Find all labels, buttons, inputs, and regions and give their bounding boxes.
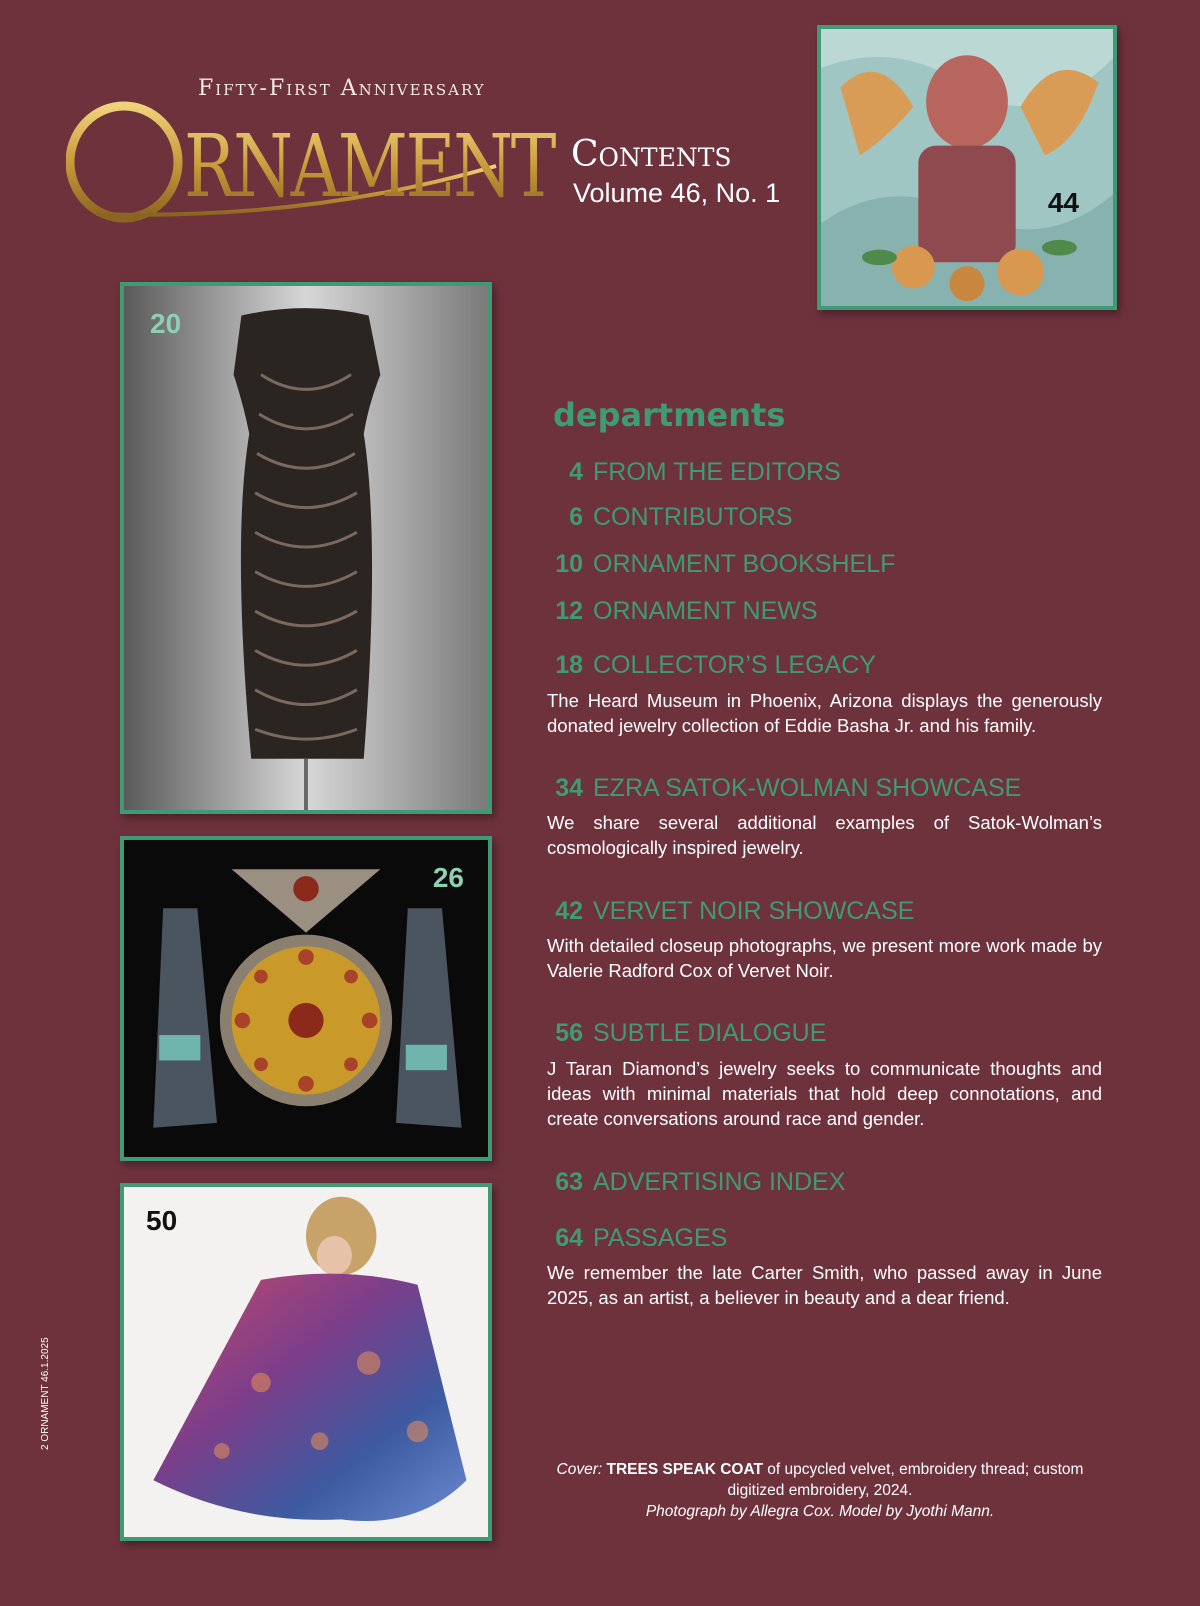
toc-entry-subtle-dialogue[interactable] — [547, 1019, 826, 1048]
ornament-logo — [66, 96, 566, 226]
toc-entry-title: ORNAMENT BOOKSHELF — [593, 550, 896, 578]
toc-page-number: 42 — [555, 897, 583, 925]
leather-dress-image — [124, 286, 488, 810]
toc-page-number: 63 — [555, 1168, 583, 1196]
photo-page-number: 44 — [1047, 187, 1079, 218]
toc-page-number: 34 — [555, 774, 583, 802]
ornament-logo-mark — [66, 96, 566, 226]
cover-caption — [535, 1459, 1105, 1522]
toc-entry-collectors-legacy[interactable] — [547, 651, 876, 680]
toc-entry-from-the-editors[interactable] — [547, 458, 841, 487]
toc-entry-description: With detailed closeup photographs, we present more work made by Valerie Radford Cox of Vervet Noir. — [547, 935, 1102, 981]
toc-entry-description: We remember the late Carter Smith, who passed away in June 2025, as an artist, a believer in beauty and a dear friend. — [547, 1262, 1102, 1308]
cover-artwork-details: of upcycled velvet, embroidery thread; custom digitized embroidery, 2024. — [727, 1461, 1084, 1499]
toc-entry-description: The Heard Museum in Phoenix, Arizona displays the generously donated jewelry collection of Eddie Basha Jr. and his family. — [547, 690, 1102, 736]
photo-page-number: 50 — [146, 1205, 178, 1236]
toc-page-number: 4 — [569, 458, 583, 486]
toc-entry-title: SUBTLE DIALOGUE — [593, 1019, 827, 1047]
photo-page-20[interactable] — [120, 282, 492, 814]
toc-entry-description: J Taran Diamond’s jewelry seeks to communicate thoughts and ideas with minimal materials that hold deep connotations, and create conversations around race and gender. — [547, 1058, 1102, 1129]
toc-page-number: 10 — [555, 550, 583, 578]
toc-entry-title: FROM THE EDITORS — [593, 458, 841, 486]
svg-text:RNAMENT: RNAMENT — [184, 117, 557, 217]
toc-entry-vervet-noir-showcase[interactable] — [547, 897, 914, 926]
toc-page-number: 6 — [569, 503, 583, 531]
toc-entry-ornament-news[interactable] — [547, 597, 818, 626]
cover-label: Cover: — [556, 1461, 603, 1478]
toc-entry-passages[interactable] — [547, 1224, 727, 1253]
toc-entry-ezra-satok-wolman-showcase[interactable] — [547, 774, 1021, 803]
photo-page-50[interactable] — [120, 1183, 492, 1541]
toc-entry-advertising-index[interactable] — [547, 1168, 845, 1197]
toc-entry-title: CONTRIBUTORS — [593, 503, 793, 531]
anniversary-tagline: Fifty-First Anniversary — [198, 76, 486, 101]
toc-entry-contributors[interactable] — [547, 503, 793, 532]
contents-title: Contents — [571, 134, 732, 175]
toc-entry-title: COLLECTOR’S LEGACY — [593, 651, 876, 679]
toc-page-number: 64 — [555, 1224, 583, 1252]
photo-page-26[interactable] — [120, 836, 492, 1161]
photo-page-44[interactable] — [817, 25, 1117, 310]
departments-heading: departments — [553, 396, 786, 434]
toc-entry-ornament-bookshelf[interactable] — [547, 550, 895, 579]
photo-page-number: 26 — [432, 862, 464, 893]
toc-page-number: 18 — [555, 651, 583, 679]
toc-entry-title: ADVERTISING INDEX — [593, 1168, 846, 1196]
toc-entry-title: VERVET NOIR SHOWCASE — [593, 897, 915, 925]
toc-page-number: 12 — [555, 597, 583, 625]
photo-page-number: 20 — [150, 308, 182, 339]
toc-entry-title: PASSAGES — [593, 1224, 728, 1252]
page-folio: 2 ORNAMENT 46.1.2025 — [40, 1337, 51, 1450]
embroidered-coat-image — [124, 1187, 488, 1537]
toc-page-number: 56 — [555, 1019, 583, 1047]
cover-photo-credit: Photograph by Allegra Cox. Model by Jyothi Mann. — [645, 1503, 995, 1520]
toc-entry-title: ORNAMENT NEWS — [593, 597, 818, 625]
embroidered-child-image — [821, 29, 1113, 306]
volume-number: Volume 46, No. 1 — [573, 178, 781, 208]
toc-entry-title: EZRA SATOK-WOLMAN SHOWCASE — [593, 774, 1022, 802]
toc-entry-description: We share several additional examples of Satok-Wolman’s cosmologically inspired jewelry. — [547, 812, 1102, 858]
cover-artwork-title: TREES SPEAK COAT — [606, 1461, 763, 1478]
